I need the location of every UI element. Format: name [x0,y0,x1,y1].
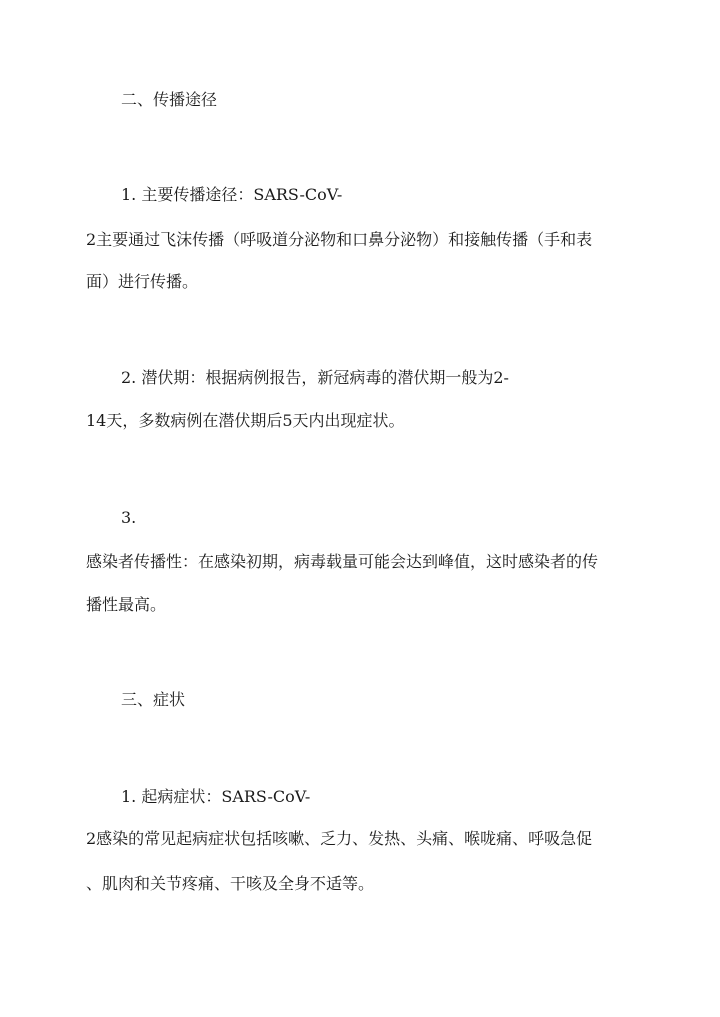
section-heading-transmission: 二、传播途径 [121,90,218,109]
paragraph-infectivity-line-1: 3. [121,508,137,527]
paragraph-route-line-1: 1. 主要传播途径：SARS-CoV- [121,185,343,204]
paragraph-incubation-line-2: 14天，多数病例在潜伏期后5天内出现症状。 [86,411,405,430]
paragraph-onset-line-3: 、肌肉和关节疼痛、干咳及全身不适等。 [86,874,375,893]
paragraph-route-line-2: 2主要通过飞沫传播（呼吸道分泌物和口鼻分泌物）和接触传播（手和表 [86,230,593,249]
paragraph-infectivity-line-2: 感染者传播性：在感染初期，病毒载量可能会达到峰值，这时感染者的传 [86,552,599,571]
paragraph-onset-line-2: 2感染的常见起病症状包括咳嗽、乏力、发热、头痛、喉咙痛、呼吸急促 [86,829,593,848]
paragraph-incubation-line-1: 2. 潜伏期：根据病例报告，新冠病毒的潜伏期一般为2- [121,368,509,387]
paragraph-route-line-3: 面）进行传播。 [86,272,199,291]
paragraph-infectivity-line-3: 播性最高。 [86,595,167,614]
section-heading-symptoms: 三、症状 [121,690,186,709]
paragraph-onset-line-1: 1. 起病症状：SARS-CoV- [121,787,311,806]
